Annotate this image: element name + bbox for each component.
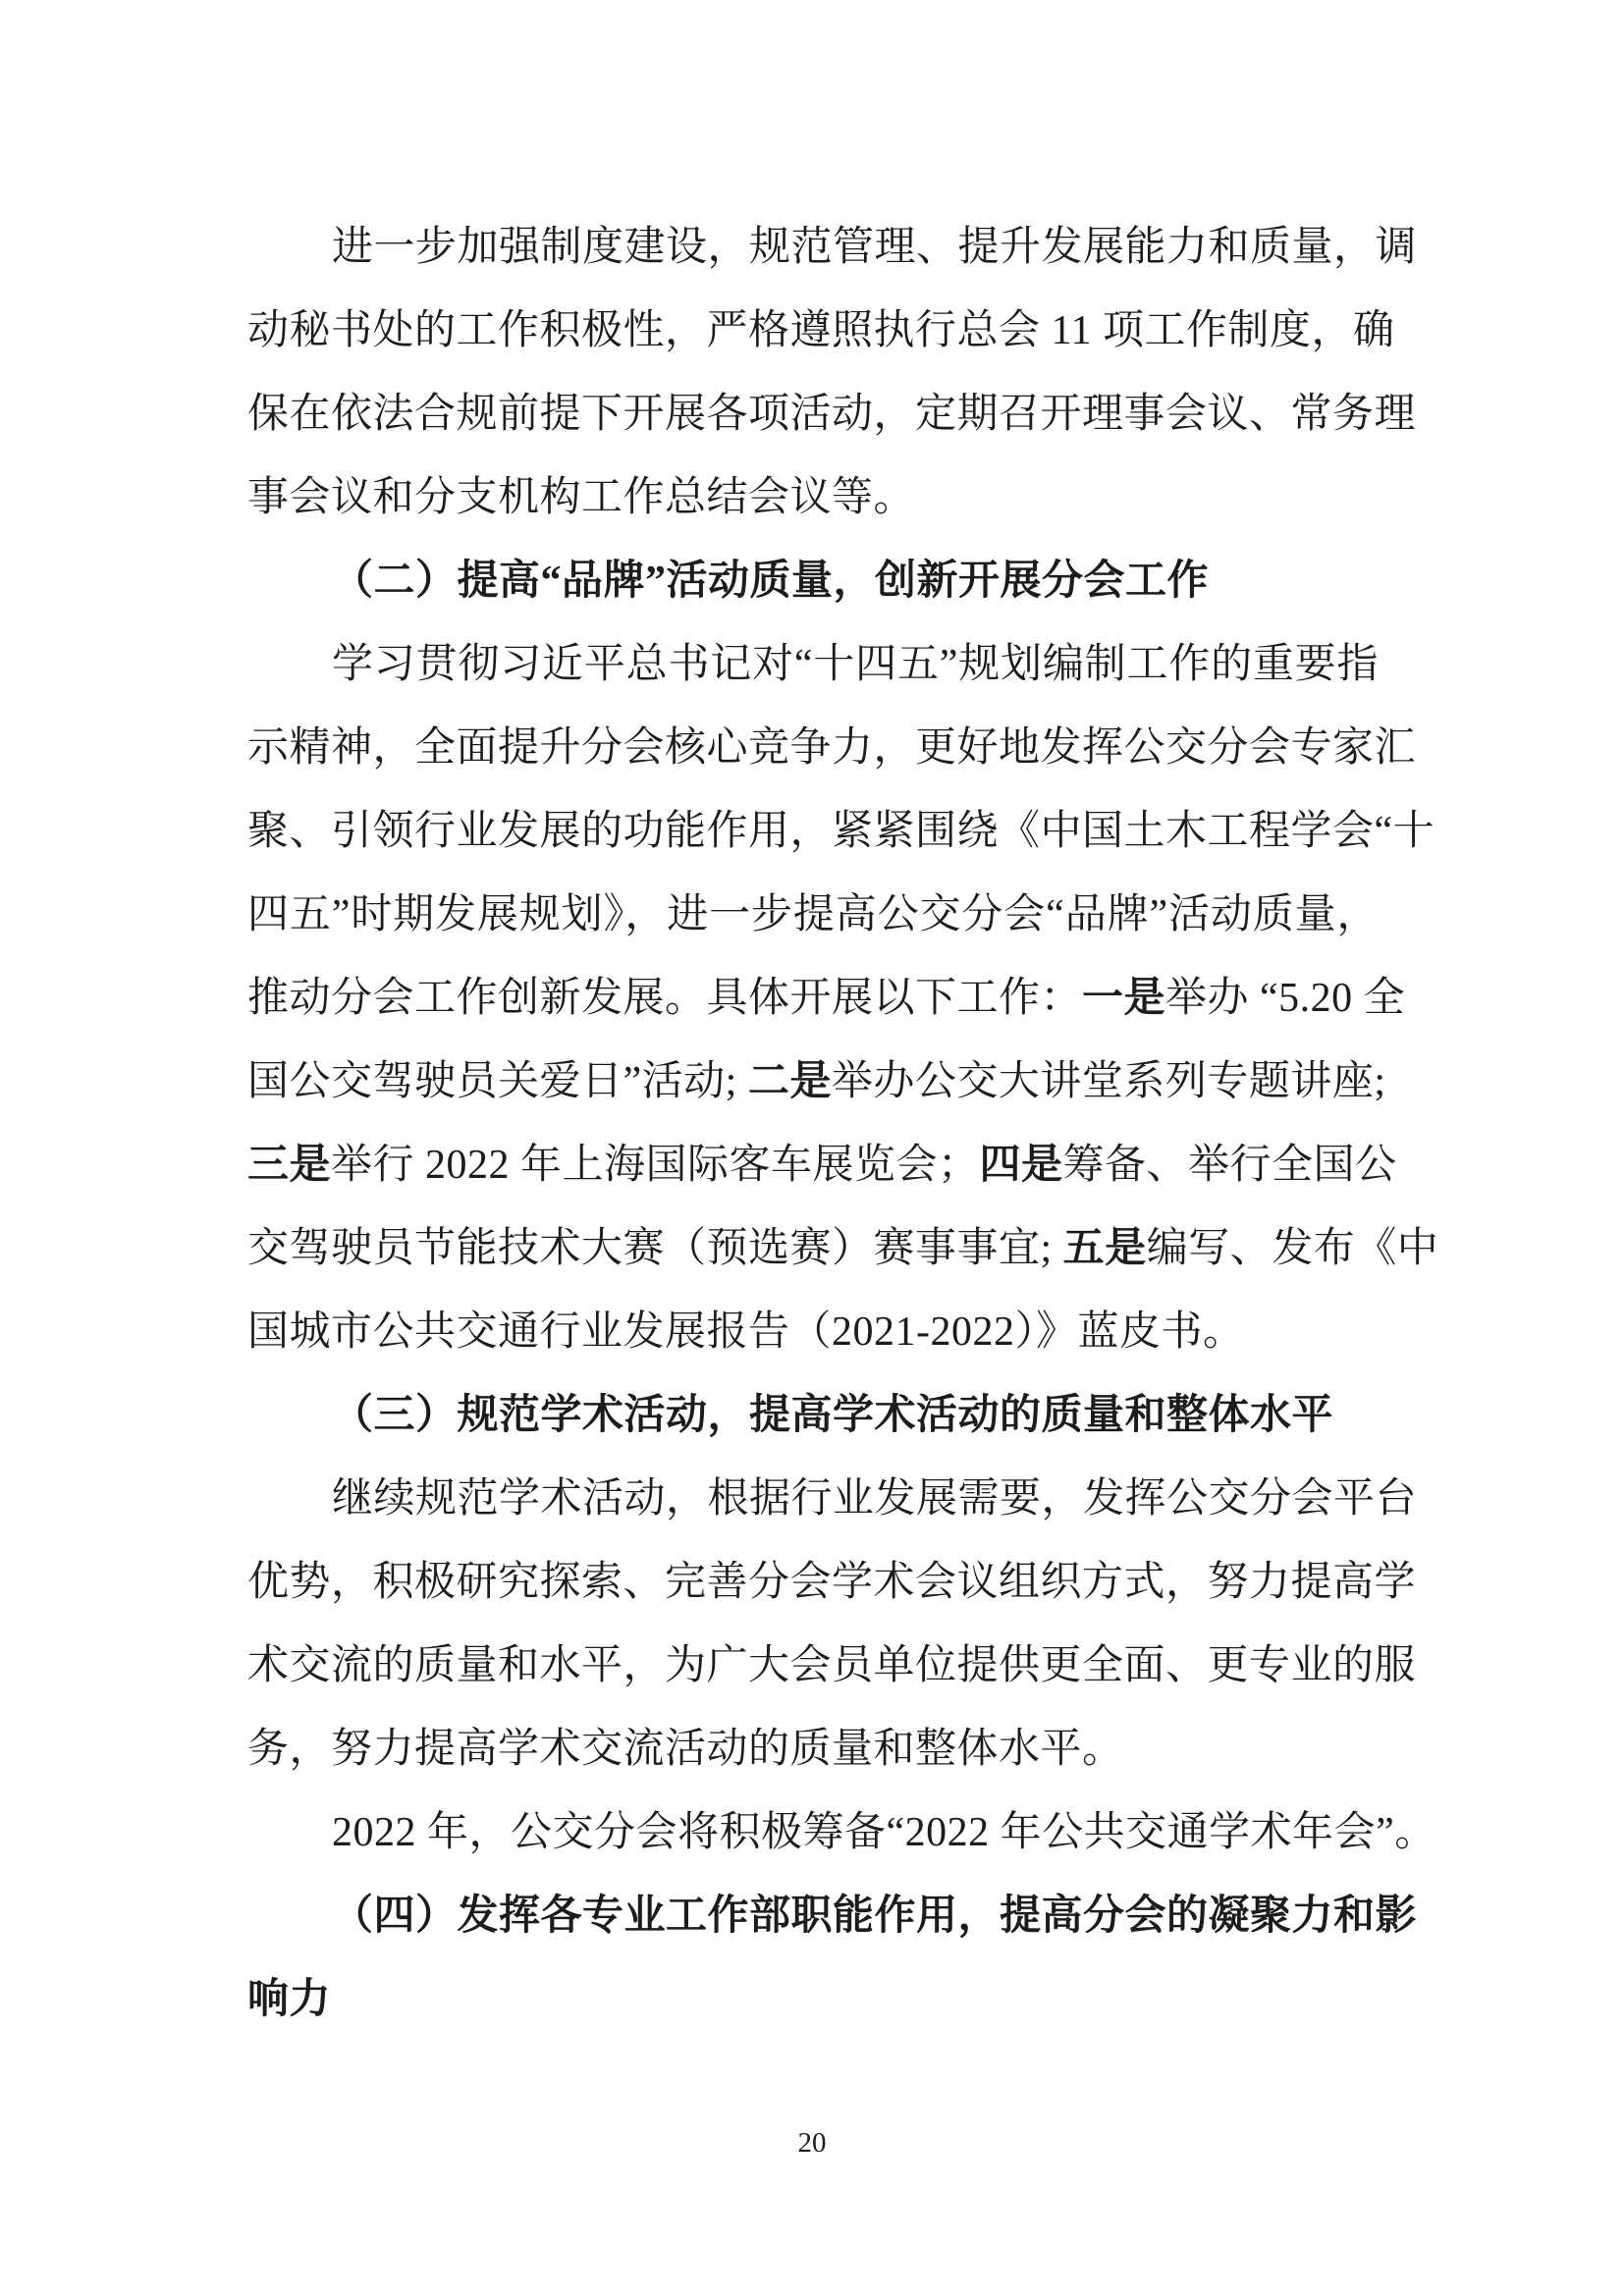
- text-segment: 推动分会工作创新发展。具体开展以下工作：: [247, 976, 1083, 1021]
- text-line: [247, 1541, 1417, 1625]
- text-line: [247, 1791, 1436, 1875]
- section-heading-line: [247, 1958, 1379, 2042]
- text-line: [247, 1041, 1386, 1124]
- bold-text-segment: 四是: [979, 1143, 1063, 1188]
- text-segment: 术交流的质量和水平，为广大会员单位提供更全面、更专业的服: [247, 1643, 1417, 1688]
- page-number: 20: [797, 2127, 827, 2159]
- bold-text-segment: 五是: [1062, 1226, 1147, 1271]
- section-heading-line: [247, 1875, 1418, 1958]
- text-segment: 国城市公共交通行业发展报告（2021-2022）》蓝皮书。: [247, 1309, 1245, 1355]
- text-segment: 聚、引领行业发展的功能作用，紧紧围绕《中国土木工程学会“十: [247, 809, 1435, 854]
- text-line: [247, 1207, 1439, 1291]
- bold-text-segment: 一是: [1082, 976, 1166, 1021]
- bold-text-segment: （四）发挥各专业工作部职能作用，提高分会的凝聚力和影: [332, 1894, 1418, 1939]
- text-segment: 举办 “5.20 全: [1165, 976, 1406, 1021]
- text-line: [247, 874, 1379, 957]
- text-line: [247, 707, 1417, 790]
- text-segment: 进一步加强制度建设，规范管理、提升发展能力和质量，调: [332, 225, 1418, 270]
- text-line: [247, 1291, 1379, 1374]
- text-line: [247, 1708, 1379, 1791]
- section-heading-line: [247, 1374, 1379, 1458]
- bold-text-segment: （二）提高“品牌”活动质量，创新开展分会工作: [332, 559, 1210, 604]
- text-segment: 国公交驾驶员关爱日”活动;: [247, 1059, 748, 1104]
- text-segment: 保在依法合规前提下开展各项活动，定期召开理事会议、常务理: [247, 392, 1417, 437]
- bold-text-segment: 响力: [247, 1977, 332, 2022]
- text-segment: 筹备、举行全国公: [1062, 1143, 1397, 1188]
- text-segment: 事会议和分支机构工作总结会议等。: [247, 475, 916, 520]
- text-segment: 编写、发布《中: [1146, 1226, 1439, 1271]
- text-line: [247, 1458, 1418, 1541]
- text-segment: 动秘书处的工作积极性，严格遵照执行总会 11 项工作制度，确: [247, 308, 1395, 353]
- text-segment: 四五”时期发展规划》，进一步提高公交分会“品牌”活动质量，: [247, 892, 1379, 937]
- text-line: [247, 1625, 1417, 1708]
- text-segment: 交驾驶员节能技术大赛（预选赛）赛事事宜;: [247, 1226, 1063, 1271]
- text-segment: 示精神，全面提升分会核心竞争力，更好地发挥公交分会专家汇: [247, 725, 1417, 771]
- text-segment: 优势，积极研究探索、完善分会学术会议组织方式，努力提高学: [247, 1560, 1417, 1605]
- text-line: [247, 456, 1379, 540]
- text-line: [247, 790, 1435, 874]
- section-heading-line: [247, 540, 1379, 623]
- text-segment: 举办公交大讲堂系列专题讲座;: [831, 1059, 1386, 1104]
- text-segment: 2022 年，公交分会将积极筹备“2022 年公共交通学术年会”。: [332, 1810, 1436, 1855]
- text-line: [247, 623, 1379, 707]
- bold-text-segment: （三）规范学术活动，提高学术活动的质量和整体水平: [332, 1393, 1334, 1438]
- text-segment: 继续规范学术活动，根据行业发展需要，发挥公交分会平台: [332, 1476, 1418, 1522]
- text-line: [247, 957, 1406, 1041]
- text-line: [247, 1124, 1397, 1207]
- text-segment: 务，努力提高学术交流活动的质量和整体水平。: [247, 1727, 1124, 1772]
- text-line: [247, 373, 1417, 456]
- bold-text-segment: 三是: [247, 1143, 332, 1188]
- text-segment: 学习贯彻习近平总书记对“十四五”规划编制工作的重要指: [332, 642, 1379, 687]
- text-line: [247, 290, 1395, 373]
- text-segment: 举行 2022 年上海国际客车展览会；: [331, 1143, 980, 1188]
- document-body: [247, 206, 1439, 2042]
- bold-text-segment: 二是: [747, 1059, 832, 1104]
- text-line: [247, 206, 1418, 290]
